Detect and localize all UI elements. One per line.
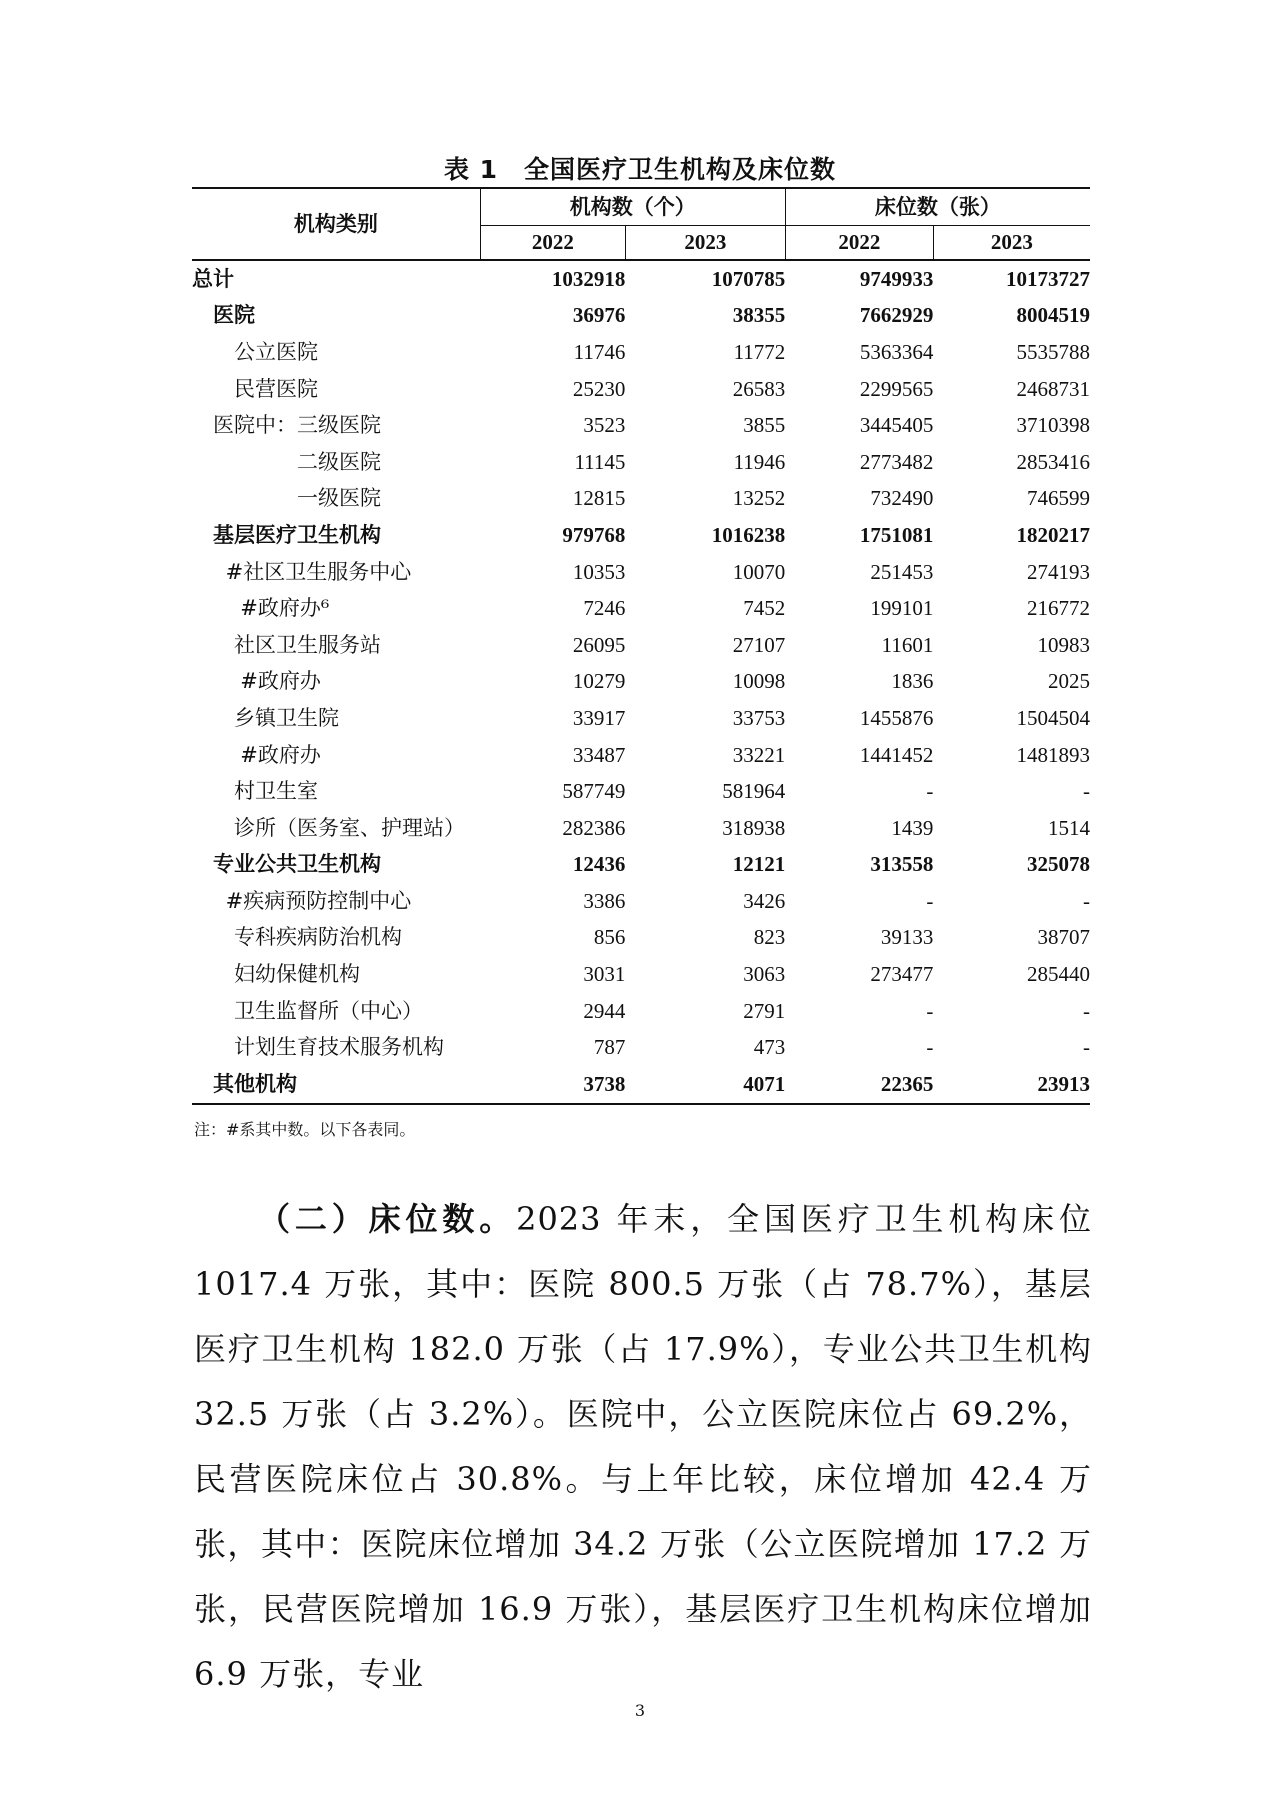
header-year: 2022 [480, 226, 625, 261]
row-value: 3738 [480, 1066, 625, 1104]
row-value: 3031 [583, 962, 626, 987]
table-row [192, 481, 1090, 518]
row-label: 社区卫生服务站 [234, 632, 381, 657]
row-value: 587749 [562, 779, 626, 804]
row-label: 村卫生室 [234, 779, 318, 804]
row-value: 823 [753, 925, 786, 950]
row-value: 3445405 [859, 413, 934, 438]
table-row [192, 847, 1090, 884]
row-value: 856 [593, 925, 626, 950]
row-value: 7452 [743, 596, 786, 621]
row-value: 23913 [933, 1066, 1090, 1104]
row-value: 274193 [1027, 559, 1090, 584]
row-value: 325078 [1027, 852, 1090, 877]
row-label: 总计 [192, 266, 234, 291]
row-value: 38355 [732, 303, 786, 328]
row-value: - [1083, 888, 1090, 913]
row-value: 1455876 [859, 705, 934, 730]
row-label: 公立医院 [234, 339, 318, 364]
paragraph-lead: （二）床位数。 [258, 1200, 517, 1238]
row-value: - [926, 998, 934, 1023]
body-paragraph [194, 1187, 1092, 1707]
table-row [192, 298, 1090, 335]
row-value: 2299565 [859, 376, 934, 401]
row-value: 39133 [880, 925, 934, 950]
row-value: 33917 [572, 705, 626, 730]
table-row [192, 773, 1090, 810]
row-label: 专业公共卫生机构 [213, 852, 381, 877]
row-label: 一级医院 [297, 486, 381, 511]
row-value: 2025 [1048, 669, 1090, 694]
table-row [192, 810, 1090, 847]
row-value: 199101 [870, 596, 934, 621]
row-value: 1504504 [1016, 705, 1090, 730]
row-value: 1514 [1048, 815, 1090, 840]
row-label: 计划生育技术服务机构 [234, 1035, 444, 1060]
row-value: 1820217 [1016, 522, 1090, 547]
row-value: 473 [753, 1035, 786, 1060]
row-value: - [1083, 998, 1090, 1023]
table-row [192, 260, 1090, 298]
row-value: 25230 [572, 376, 626, 401]
row-value: 285440 [1027, 962, 1090, 987]
row-value: 2468731 [1016, 376, 1090, 401]
row-value: - [1083, 779, 1090, 804]
row-value: 26095 [572, 632, 626, 657]
row-label: 诊所（医务室、护理站） [234, 815, 465, 840]
row-value: 11145 [574, 449, 626, 474]
row-label: #政府办 [240, 669, 321, 694]
table-row [192, 517, 1090, 554]
table-row [192, 627, 1090, 664]
row-value: 979768 [562, 522, 626, 547]
table-row [192, 1029, 1090, 1066]
row-value: 318938 [722, 815, 786, 840]
table-row [192, 371, 1090, 408]
table-body [192, 260, 1090, 1104]
row-label: #政府办 [240, 742, 321, 767]
table-row [192, 334, 1090, 371]
row-value: 10173727 [1006, 266, 1090, 291]
row-value: 3855 [743, 413, 786, 438]
header-institutions: 机构数（个） [480, 188, 785, 226]
row-value: 1751081 [859, 522, 934, 547]
table-row [192, 407, 1090, 444]
row-label: 二级医院 [297, 449, 381, 474]
table-row [192, 554, 1090, 591]
table-row [192, 664, 1090, 701]
row-value: 3426 [743, 888, 786, 913]
row-value: 2773482 [859, 449, 934, 474]
row-label: 基层医疗卫生机构 [213, 522, 381, 547]
row-value: 1836 [891, 669, 934, 694]
row-value: 1439 [891, 815, 934, 840]
row-value: 1441452 [859, 742, 934, 767]
row-label: 乡镇卫生院 [234, 705, 339, 730]
header-beds: 床位数（张） [785, 188, 1090, 226]
row-label: 其他机构 [192, 1066, 480, 1104]
paragraph-text: 2023 年末，全国医疗卫生机构床位 1017.4 万张，其中：医院 800.5 万张（占 78.7%），基层医疗卫生机构 182.0 万张（占 17.9%），专业公共卫生机构 32.5 万张（占 3.2%）。医院中，公立医院床位占 69.2%，民营医院床位占 30.8%。与上年比较，床位增加 42.4 万张，其中：医院床位增加 34.2 万张（公立医院增加 17.2 万张，民营医院增加 16.9 万张），基层医疗卫生机构床位增加 6.9 万张，专业 [194, 1200, 1092, 1693]
row-value: 787 [593, 1035, 626, 1060]
row-value: 732490 [870, 486, 934, 511]
row-value: 282386 [562, 815, 626, 840]
row-value: - [926, 888, 934, 913]
row-value: 216772 [1027, 596, 1090, 621]
table-title: 表 1 全国医疗卫生机构及床位数 [443, 155, 837, 184]
row-label: #政府办⁶ [240, 596, 330, 621]
row-value: 11746 [573, 339, 626, 364]
row-value: 10098 [732, 669, 786, 694]
row-value: 3386 [583, 888, 626, 913]
table-row [192, 883, 1090, 920]
row-label: #疾病预防控制中心 [225, 888, 412, 913]
row-value: 2944 [583, 998, 626, 1023]
row-value: - [926, 779, 934, 804]
table-row [192, 737, 1090, 774]
row-value: 13252 [732, 486, 786, 511]
row-value: 2853416 [1016, 449, 1090, 474]
row-value: 5363364 [859, 339, 934, 364]
row-value: 11946 [733, 449, 786, 474]
row-value: 313558 [870, 852, 934, 877]
row-value: 38707 [1037, 925, 1090, 950]
page-number: 3 [634, 1701, 646, 1720]
row-label: #社区卫生服务中心 [225, 559, 412, 584]
header-category: 机构类别 [192, 188, 480, 260]
row-label: 医院 [213, 303, 255, 328]
row-value: 33753 [732, 705, 786, 730]
row-value: 746599 [1027, 486, 1090, 511]
table-row [192, 1066, 1090, 1104]
row-value: 581964 [722, 779, 786, 804]
data-table [192, 187, 1090, 1105]
row-value: 8004519 [1016, 303, 1090, 328]
row-value: 12121 [732, 852, 786, 877]
table-row [192, 700, 1090, 737]
row-value: 27107 [732, 632, 786, 657]
row-value: 11772 [733, 339, 786, 364]
row-value: 1070785 [711, 266, 786, 291]
header-year: 2023 [990, 230, 1033, 254]
row-value: 3063 [743, 962, 786, 987]
table-note: 注：#系其中数。以下各表同。 [194, 1120, 416, 1139]
row-value: 1481893 [1016, 742, 1090, 767]
row-value: 22365 [785, 1066, 933, 1104]
row-value: 251453 [870, 559, 934, 584]
row-value: 26583 [732, 376, 786, 401]
table-row [192, 444, 1090, 481]
table-row [192, 920, 1090, 957]
row-value: 1032918 [551, 266, 626, 291]
row-value: 4071 [625, 1066, 785, 1104]
header-year: 2023 [625, 226, 785, 261]
row-value: 9749933 [859, 266, 934, 291]
row-value: 36976 [572, 303, 626, 328]
row-value: 7246 [583, 596, 626, 621]
row-label: 专科疾病防治机构 [234, 925, 402, 950]
row-value: 10983 [1037, 632, 1090, 657]
table-row [192, 956, 1090, 993]
row-value: 2791 [743, 998, 786, 1023]
row-value: 7662929 [859, 303, 934, 328]
row-value: 33487 [572, 742, 626, 767]
row-value: 3523 [583, 413, 626, 438]
row-value: 33221 [732, 742, 786, 767]
table-row [192, 993, 1090, 1030]
row-value: - [1083, 1035, 1090, 1060]
row-value: 10279 [572, 669, 626, 694]
row-label: 民营医院 [234, 376, 318, 401]
row-value: 12815 [572, 486, 626, 511]
table-row [192, 590, 1090, 627]
row-label: 医院中：三级医院 [213, 413, 381, 438]
row-value: 11601 [881, 632, 934, 657]
row-value: 12436 [572, 852, 626, 877]
header-year: 2022 [785, 226, 933, 261]
row-value: 10353 [572, 559, 626, 584]
row-value: 273477 [870, 962, 934, 987]
row-value: 3710398 [1016, 413, 1090, 438]
row-value: - [926, 1035, 934, 1060]
table-header [192, 188, 1090, 260]
row-label: 妇幼保健机构 [234, 962, 360, 987]
row-value: 1016238 [711, 522, 786, 547]
row-label: 卫生监督所（中心） [234, 998, 423, 1023]
row-value: 5535788 [1016, 339, 1090, 364]
row-value: 10070 [732, 559, 786, 584]
